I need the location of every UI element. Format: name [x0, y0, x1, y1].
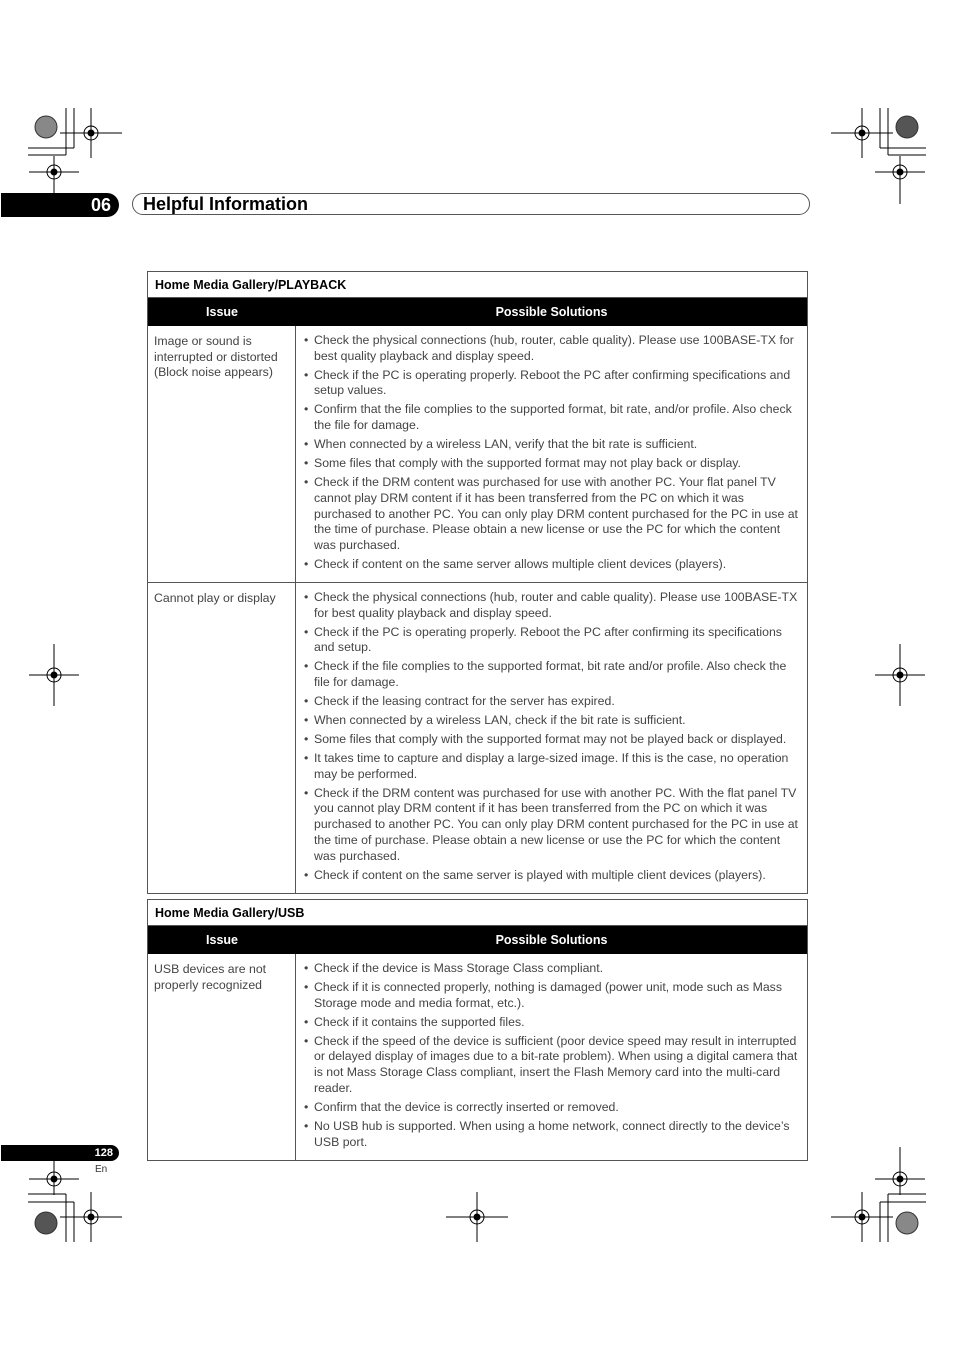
- table-row: [148, 582, 807, 893]
- solution-item: • Check if content on the same server is played with multiple client devices (players).: [302, 868, 801, 884]
- solutions-cell: [296, 583, 807, 893]
- solution-item: • No USB hub is supported. When using a home network, connect directly to the device’s USB port.: [302, 1119, 801, 1150]
- solutions-cell: [296, 954, 807, 1160]
- column-header-issue: Issue: [206, 933, 238, 947]
- issue-cell: USB devices are not properly recognized: [148, 954, 296, 1160]
- table-row: [148, 326, 807, 582]
- table-header: [148, 298, 807, 326]
- page-language: En: [95, 1164, 108, 1175]
- solution-item: • Some files that comply with the supported format may not play back or display.: [302, 456, 801, 472]
- solution-item: • Check if the PC is operating properly. Reboot the PC after confirming its specifications and setup.: [302, 625, 801, 656]
- playback-table: [147, 271, 808, 894]
- chapter-title-bar: [132, 193, 810, 215]
- chapter-title: Helpful Information: [143, 194, 308, 214]
- issue-cell: Cannot play or display: [148, 583, 296, 893]
- issue-cell: Image or sound is interrupted or distorted (Block noise appears): [148, 326, 296, 582]
- usb-table: [147, 899, 808, 1161]
- table-header: [148, 926, 807, 954]
- solution-item: • Check if content on the same server allows multiple client devices (players).: [302, 557, 801, 573]
- solution-item: • Check if the file complies to the supported format, bit rate and/or profile. Also check the file for damage.: [302, 659, 801, 690]
- solution-item: • Confirm that the file complies to the supported format, bit rate, and/or profile. Also check the file for damage.: [302, 402, 801, 433]
- solution-item: • Check if it contains the supported files.: [302, 1015, 801, 1031]
- solution-item: • Check if the leasing contract for the server has expired.: [302, 694, 801, 710]
- solution-item: • Check if it is connected properly, nothing is damaged (power unit, mode such as Mass Storage mode and media format, etc.).: [302, 980, 801, 1011]
- solution-item: • Check the physical connections (hub, router, cable quality). Please use 100BASE-TX for best quality playback and display speed.: [302, 333, 801, 364]
- solution-item: • Some files that comply with the supported format may not be played back or displayed.: [302, 732, 801, 748]
- solution-item: • Check the physical connections (hub, router and cable quality). Please use 100BASE-TX for best quality playback and display speed.: [302, 590, 801, 621]
- page-number: 128: [1, 1145, 119, 1161]
- solution-item: • Confirm that the device is correctly inserted or removed.: [302, 1100, 801, 1116]
- solution-item: • Check if the speed of the device is sufficient (poor device speed may result in interrupted or delayed display of images due to a bit-rate problem). When using a digital camera that is not Mass Storage Class compliant, insert the Flash Memory card into the multi-card reader.: [302, 1034, 801, 1097]
- solution-item: • When connected by a wireless LAN, check if the bit rate is sufficient.: [302, 713, 801, 729]
- column-header-solutions: Possible Solutions: [495, 305, 608, 319]
- solution-item: • Check if the DRM content was purchased for use with another PC. With the flat panel TV you cannot play DRM content if it has been transferred from the PC on which it was purchased to another PC. You can only play DRM content purchased for the PC in use at the time of purchase. Please obtain a new license or use the PC for which the content was purchased.: [302, 786, 801, 865]
- solutions-cell: [296, 326, 807, 582]
- column-header-issue: Issue: [206, 305, 238, 319]
- table-title: Home Media Gallery/PLAYBACK: [148, 272, 807, 298]
- solution-item: • Check if the DRM content was purchased for use with another PC. Your flat panel TV cannot play DRM content if it has been transferred from the PC on which it was purchased to another PC. You can only play DRM content purchased for the PC in use at the time of purchase. Please obtain a new license or use the PC for which the content was purchased.: [302, 475, 801, 554]
- column-header-solutions: Possible Solutions: [495, 933, 608, 947]
- table-row: [148, 954, 807, 1160]
- solution-item: • Check if the device is Mass Storage Class compliant.: [302, 961, 801, 977]
- chapter-number: 06: [1, 193, 119, 217]
- table-title: Home Media Gallery/USB: [148, 900, 807, 926]
- solution-item: • It takes time to capture and display a large-sized image. If this is the case, no operation may be performed.: [302, 751, 801, 782]
- solution-item: • When connected by a wireless LAN, verify that the bit rate is sufficient.: [302, 437, 801, 453]
- solution-item: • Check if the PC is operating properly. Reboot the PC after confirming specifications and setup values.: [302, 368, 801, 399]
